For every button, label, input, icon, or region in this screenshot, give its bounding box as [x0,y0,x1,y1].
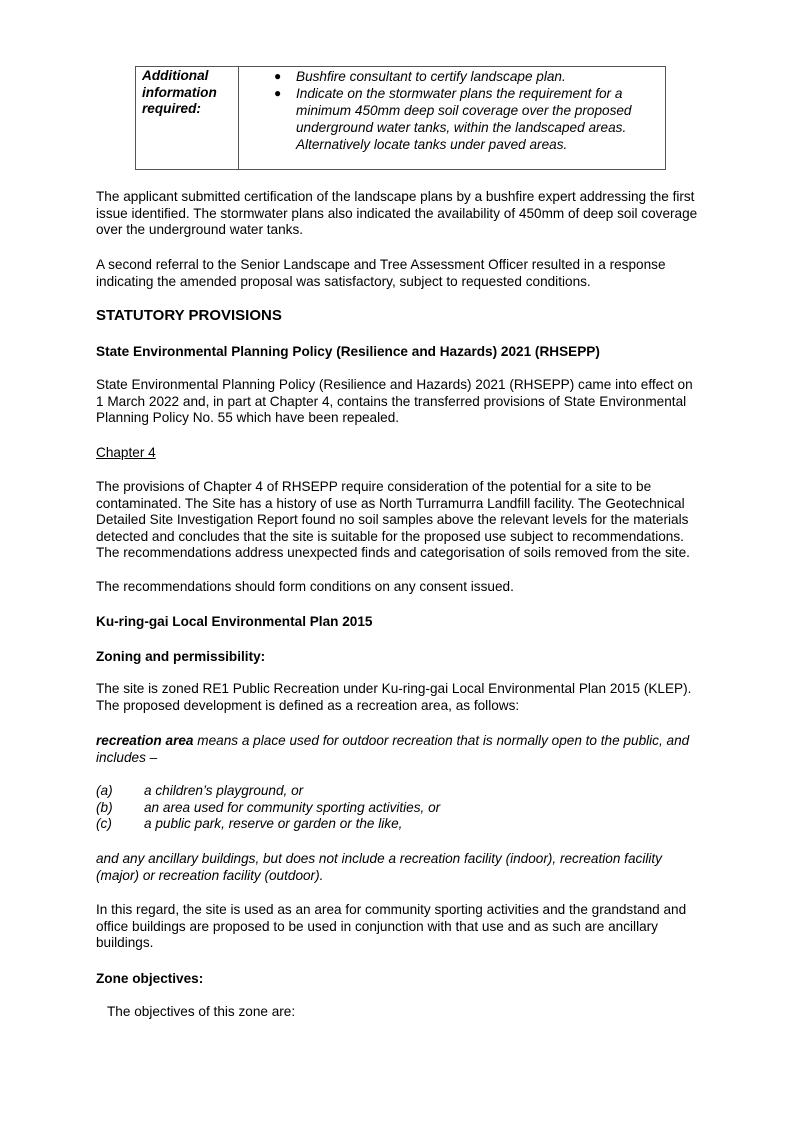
list-item: (a) a children’s playground, or [96,783,304,798]
info-table-list [239,68,665,153]
paragraph-zoning: The site is zoned RE1 Public Recreation under Ku-ring-gai Local Environmental Plan 2015 (KLEP). The proposed development is defined as a recreation area, as follows: [96,681,692,713]
paragraph-second-referral: A second referral to the Senior Landscape and Tree Assessment Officer resulted in a response indicating the amended proposal was satisfactory, subject to requested conditions. [96,257,666,289]
list-item: ● Bushfire consultant to certify landscape plan. [274,69,566,84]
heading-zoning: Zoning and permissibility: [96,649,266,664]
bullet-icon: ● [274,86,282,100]
list-item: (c) a public park, reserve or garden or the like, [96,816,403,832]
info-table-content [239,67,665,169]
bullet-icon: ● [274,69,282,83]
heading-rhsepp: State Environmental Planning Policy (Resilience and Hazards) 2021 (RHSEPP) [96,344,600,359]
heading-zone-objectives: Zone objectives: [96,971,204,986]
heading-klep: Ku-ring-gai Local Environmental Plan 2015 [96,614,373,629]
paragraph-rhsepp: State Environmental Planning Policy (Resilience and Hazards) 2021 (RHSEPP) came into effect on 1 March 2022 and, in part at Chapter 4, contains the transferred provisions of State Environmental Planning Policy No. 55 which have been repealed. [96,377,693,426]
definition-list [96,783,696,833]
definition-recreation-area [96,733,702,766]
paragraph-in-this-regard: In this regard, the site is used as an area for community sporting activities and the grandstand and office buildings are proposed to be used in conjunction with that use and as such are ancillary buildings. [96,902,687,951]
paragraph-chapter-4: The provisions of Chapter 4 of RHSEPP require consideration of the potential for a site to be contaminated. The Site has a history of use as North Turramurra Landfill facility. The Geotechnical Detailed Site Investigation Report found no soil samples above the relevant levels for the materials detected and concludes that the site is suitable for the proposed use subject to recommendations. The recommendations address unexpected finds and categorisation of soils removed from the site. [96,479,690,561]
heading-chapter-4: Chapter 4 [96,445,156,460]
list-item: (b) an area used for community sporting activities, or [96,799,441,815]
paragraph-objectives: The objectives of this zone are: [107,1004,296,1019]
info-table [135,66,666,170]
info-table-label: Additional information required: [136,67,239,169]
definition-term: recreation area [96,733,194,748]
paragraph-recommendations: The recommendations should form conditions on any consent issued. [96,579,514,594]
heading-statutory-provisions: STATUTORY PROVISIONS [96,307,282,324]
list-item: ● Indicate on the stormwater plans the requirement for a minimum 450mm deep soil coverage over the proposed underground water tanks, within the landscaped areas. Alternatively locate tanks under paved areas. [274,86,632,152]
definition-text: means a place used for outdoor recreation that is normally open to the public, and includes – [96,733,690,765]
paragraph-ancillary: and any ancillary buildings, but does not include a recreation facility (indoor), recreation facility (major) or recreation facility (outdoor). [96,851,662,883]
paragraph-certification: The applicant submitted certification of the landscape plans by a bushfire expert addressing the first issue identified. The stormwater plans also indicated the availability of 450mm of deep soil coverage over the underground water tanks. [96,189,698,238]
